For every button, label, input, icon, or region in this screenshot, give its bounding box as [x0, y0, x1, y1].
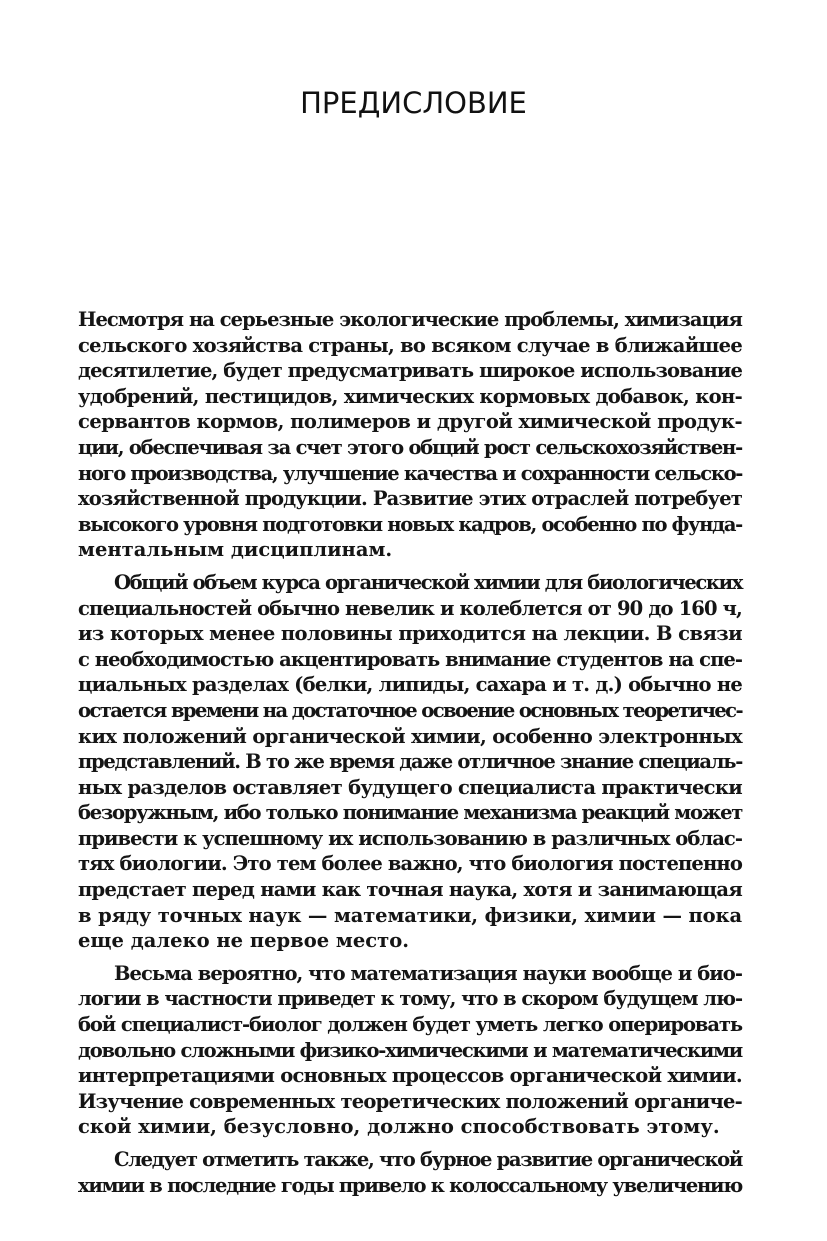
text-line: с необходимостью акцентировать внимание студентов на спе-: [78, 647, 742, 671]
text-line: Несмотря на серьезные экологические проблемы, химизация: [78, 308, 742, 331]
text-line: представлений. В то же время даже отличное знание специаль-: [78, 750, 743, 774]
text-line: удобрений, пестицидов, химических кормовых добавок, кон-: [78, 384, 742, 408]
text-line: Общий объем курса органической химии для биологических: [114, 570, 742, 594]
text-line: привести к успешному их использованию в различных облас-: [78, 826, 743, 850]
text-line: ных разделов оставляет будущего специалиста практически: [78, 775, 742, 799]
paragraph-2: [78, 570, 742, 954]
text-line: довольно сложными физико-химическими и математическими: [78, 1038, 742, 1062]
text-line: Изучение современных теоретических положений органиче-: [78, 1089, 743, 1113]
text-line: десятилетие, будет предусматривать широкое использование: [78, 359, 742, 383]
paragraph-3: [78, 961, 742, 1140]
text-line: химии в последние годы привело к колоссальному увеличению: [78, 1173, 742, 1197]
text-line: интерпретациями основных процессов органической химии.: [78, 1064, 743, 1088]
text-line: специальностей обычно невелик и колеблется от 90 до 160 ч,: [78, 596, 742, 620]
text-line: циальных разделах (белки, липиды, сахара и т. д.) обычно не: [78, 673, 742, 697]
text-line: логии в частности приведет к тому, что в скором будущем лю-: [78, 987, 742, 1011]
text-line: ской химии, безусловно, должно способствовать этому.: [78, 1115, 720, 1139]
text-line: предстает перед нами как точная наука, хотя и занимающая: [78, 878, 743, 902]
text-line: бой специалист-биолог должен будет уметь легко оперировать: [78, 1013, 742, 1037]
text-line: из которых менее половины приходится на лекции. В связи: [78, 622, 743, 646]
text-line: безоружным, ибо только понимание механизма реакций может: [78, 801, 742, 825]
preface-body: [78, 307, 742, 1198]
text-line: ментальным дисциплинам.: [78, 538, 393, 562]
text-line: хозяйственной продукции. Развитие этих отраслей потребует: [78, 487, 743, 511]
text-line: Следует отметить также, что бурное развитие органической: [114, 1148, 742, 1171]
text-line: Весьма вероятно, что математизация науки вообще и био-: [114, 961, 742, 985]
text-line: высокого уровня подготовки новых кадров, особенно по фунда-: [78, 512, 742, 536]
text-line: сельского хозяйства страны, во всяком случае в ближайшее: [78, 333, 743, 357]
text-line: тях биологии. Это тем более важно, что биология постепенно: [78, 852, 742, 876]
text-line: ции, обеспечивая за счет этого общий рост сельскохозяйствен-: [78, 435, 742, 459]
page-title: ПРЕДИСЛОВИЕ: [300, 86, 527, 120]
paragraph-4: [78, 1147, 742, 1198]
text-line: остается времени на достаточное освоение основных теоретичес-: [78, 698, 742, 722]
text-line: ких положений органической химии, особенно электронных: [78, 724, 742, 748]
paragraph-1: [78, 307, 742, 563]
text-line: ного производства, улучшение качества и сохранности сельско-: [78, 461, 743, 485]
text-line: в ряду точных наук — математики, физики, химии — пока: [78, 903, 743, 927]
text-line: сервантов кормов, полимеров и другой химической продук-: [78, 410, 743, 434]
text-line: еще далеко не первое место.: [78, 929, 409, 953]
